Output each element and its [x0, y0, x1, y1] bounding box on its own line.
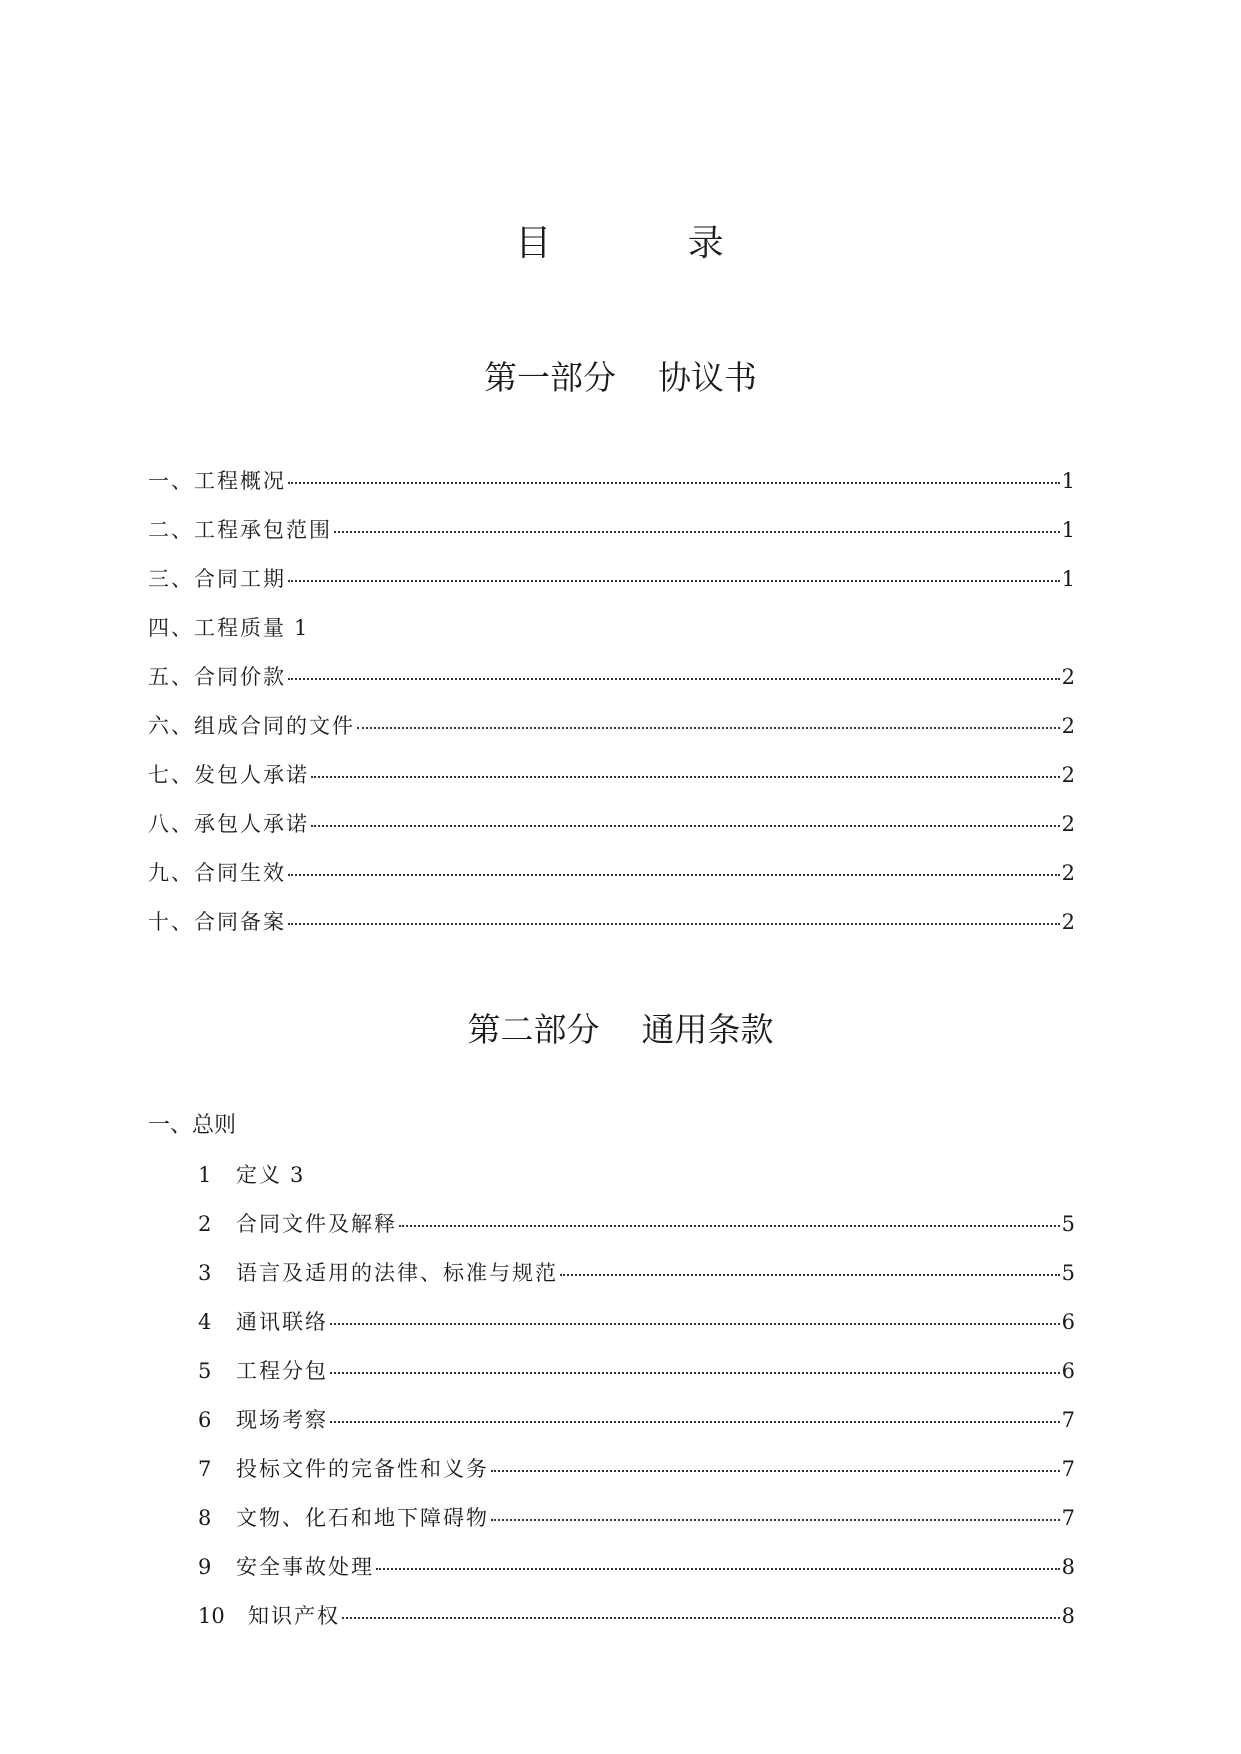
dot-leader [288, 923, 1060, 925]
toc-entry[interactable]: 2 合同文件及解释 5 [198, 1212, 1075, 1236]
dot-leader [376, 1568, 1060, 1570]
dot-leader [357, 727, 1060, 729]
dot-leader [399, 1225, 1060, 1227]
toc-entry[interactable]: 一、工程概况 1 [148, 469, 1075, 493]
dot-leader [560, 1274, 1060, 1276]
dot-leader [311, 776, 1060, 778]
toc-entry[interactable]: 四、工程质量 1 [148, 616, 308, 640]
toc-entry[interactable]: 1 定义 3 [198, 1163, 304, 1187]
dot-leader [491, 1519, 1060, 1521]
dot-leader [491, 1470, 1060, 1472]
dot-leader [330, 1323, 1060, 1325]
part-1-heading: 第一部分 协议书 [484, 358, 757, 397]
toc-entry[interactable]: 8 文物、化石和地下障碍物 7 [198, 1506, 1075, 1530]
dot-leader [334, 531, 1060, 533]
toc-entry[interactable]: 五、合同价款 2 [148, 665, 1075, 689]
toc-title: 目 录 [515, 223, 726, 264]
part-2-heading: 第二部分 通用条款 [467, 1010, 774, 1049]
toc-entry[interactable]: 二、工程承包范围 1 [148, 518, 1075, 542]
toc-entry[interactable]: 9 安全事故处理 8 [198, 1555, 1075, 1579]
toc-entry[interactable]: 六、组成合同的文件 2 [148, 714, 1075, 738]
dot-leader [330, 1372, 1060, 1374]
dot-leader [311, 825, 1060, 827]
toc-entry[interactable]: 九、合同生效 2 [148, 861, 1075, 885]
toc-entry[interactable]: 八、承包人承诺 2 [148, 812, 1075, 836]
dot-leader [288, 482, 1060, 484]
dot-leader [342, 1617, 1060, 1619]
section-heading: 一、总则 [148, 1113, 237, 1138]
toc-entry[interactable]: 10 知识产权 8 [198, 1604, 1075, 1628]
toc-entry[interactable]: 七、发包人承诺 2 [148, 763, 1075, 787]
dot-leader [288, 678, 1060, 680]
toc-entry[interactable]: 4 通讯联络 6 [198, 1310, 1075, 1334]
toc-entry[interactable]: 三、合同工期 1 [148, 567, 1075, 591]
dot-leader [330, 1421, 1060, 1423]
toc-entry[interactable]: 5 工程分包 6 [198, 1359, 1075, 1383]
toc-entry[interactable]: 3 语言及适用的法律、标准与规范 5 [198, 1261, 1075, 1285]
toc-entry[interactable]: 十、合同备案 2 [148, 910, 1075, 934]
toc-entry[interactable]: 6 现场考察 7 [198, 1408, 1075, 1432]
dot-leader [288, 874, 1060, 876]
toc-entry[interactable]: 7 投标文件的完备性和义务 7 [198, 1457, 1075, 1481]
dot-leader [288, 580, 1060, 582]
